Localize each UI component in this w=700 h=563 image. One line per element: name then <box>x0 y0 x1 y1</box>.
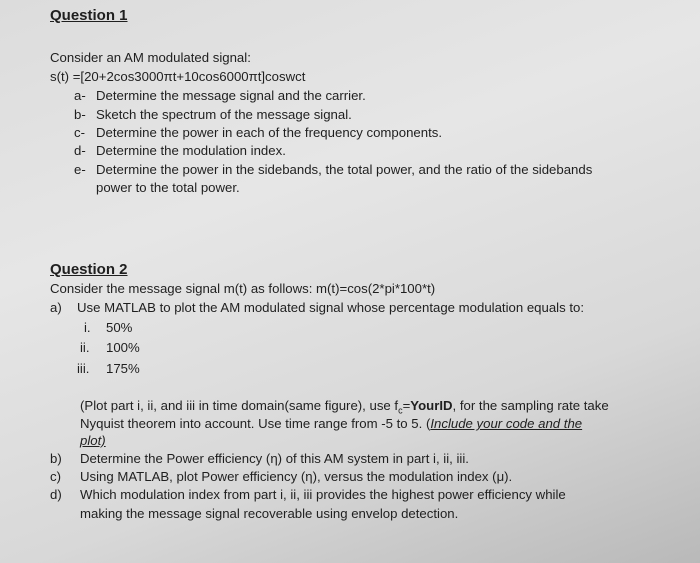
q2-plot-note-line1 <box>80 398 609 416</box>
q2-subitem-i-text: 50% <box>106 320 133 335</box>
question-1-signal: s(t) =[20+2cos3000πt+10cos6000πt]coswct <box>50 69 306 84</box>
q2-part-a-marker: a) <box>50 300 62 315</box>
q2-part-d-marker: d) <box>50 487 62 502</box>
q2-part-b-marker: b) <box>50 451 62 466</box>
q1-item-a-text: Determine the message signal and the carrier. <box>96 88 366 103</box>
question-1-title: Question 1 <box>50 7 128 24</box>
q2-subitem-ii-text: 100% <box>106 340 140 355</box>
q1-item-a-marker: a- <box>74 88 86 103</box>
q1-item-d-text: Determine the modulation index. <box>96 143 286 158</box>
q2-part-d-continuation: making the message signal recoverable using envelop detection. <box>80 506 459 521</box>
note-text-line2: Nyquist theorem into account. Use time range from -5 to 5. ( <box>80 416 431 431</box>
note-text-1: (Plot part i, ii, and iii in time domain(same figure), use f <box>80 398 399 413</box>
note-equals: = <box>402 398 411 413</box>
q2-part-a-text: Use MATLAB to plot the AM modulated signal whose percentage modulation equals to: <box>77 300 585 315</box>
note-subscript: c <box>398 405 403 416</box>
q2-part-d-text: Which modulation index from part i, ii, iii provides the highest power efficiency while <box>80 487 566 502</box>
q1-item-b-text: Sketch the spectrum of the message signal. <box>96 107 352 122</box>
q2-subitem-ii-marker: ii. <box>80 340 90 355</box>
q1-item-d-marker: d- <box>74 143 86 158</box>
question-2-intro: Consider the message signal m(t) as follows: m(t)=cos(2*pi*100*t) <box>50 281 436 296</box>
q1-item-c-text: Determine the power in each of the frequency components. <box>96 125 443 140</box>
q2-plot-note-line2 <box>80 416 582 431</box>
q1-item-c-marker: c- <box>74 125 85 140</box>
question-2-title: Question 2 <box>50 261 128 278</box>
q1-item-e-text: Determine the power in the sidebands, the total power, and the ratio of the sidebands <box>96 162 593 177</box>
q1-item-e-marker: e- <box>74 162 86 177</box>
q2-subitem-i-marker: i. <box>84 320 91 335</box>
note-text-3: , for the sampling rate take <box>452 398 609 413</box>
question-1-intro: Consider an AM modulated signal: <box>50 50 251 65</box>
q2-part-c-marker: c) <box>50 469 61 484</box>
note-your-id: YourID <box>410 398 453 413</box>
note-include-code: Include your code and the <box>430 416 583 431</box>
q2-subitem-iii-text: 175% <box>106 361 140 376</box>
q2-subitem-iii-marker: iii. <box>77 361 90 376</box>
q2-part-c-text: Using MATLAB, plot Power efficiency (η), versus the modulation index (μ). <box>80 469 513 484</box>
q1-item-b-marker: b- <box>74 107 86 122</box>
q2-part-b-text: Determine the Power efficiency (η) of this AM system in part i, ii, iii. <box>80 451 469 466</box>
q2-plot-note-line3: plot) <box>80 433 106 448</box>
q1-item-e-continuation: power to the total power. <box>96 180 240 195</box>
